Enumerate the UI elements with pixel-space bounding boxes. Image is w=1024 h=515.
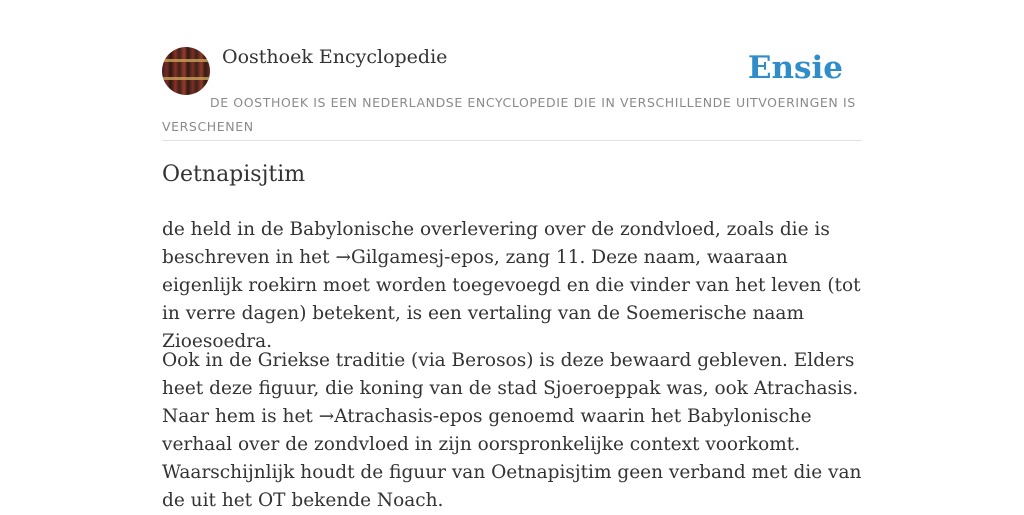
article-paragraph-1: de held in de Babylonische overlevering over de zondvloed, zoals die is beschreven in het →Gilgamesj-epos, zang 11. Deze naam, waaraan eigenlijk roekirn moet worden toegevoegd en die vinder van het leven (tot in verre dagen) betekent, is een vertaling van de Soemerische naam Zioesoedra. (162, 219, 861, 352)
article (162, 162, 867, 511)
books-icon[interactable] (162, 47, 210, 95)
ensie-logo[interactable]: Ensie (747, 50, 843, 86)
article-title: Oetnapisjtim (162, 162, 306, 187)
site-tagline: DE OOSTHOEK IS EEN NEDERLANDSE ENCYCLOPEDIE DIE IN VERSCHILLENDE UITVOERINGEN IS VERSCHENEN (162, 95, 856, 134)
site-title[interactable]: Oosthoek Encyclopedie (222, 46, 448, 68)
site-header (162, 46, 862, 141)
article-paragraph-2: Ook in de Griekse traditie (via Berosos) is deze bewaard gebleven. Elders heet deze figuur, die koning van de stad Sjoeroeppak was, ook Atrachasis. Naar hem is het →Atrachasis-epos genoemd waarin het Babylonische verhaal over de zondvloed in zijn oorspronkelijke context voorkomt. Waarschijnlijk houdt de figuur van Oetnapisjtim geen verband met die van de uit het OT bekende Noach. (162, 350, 862, 511)
